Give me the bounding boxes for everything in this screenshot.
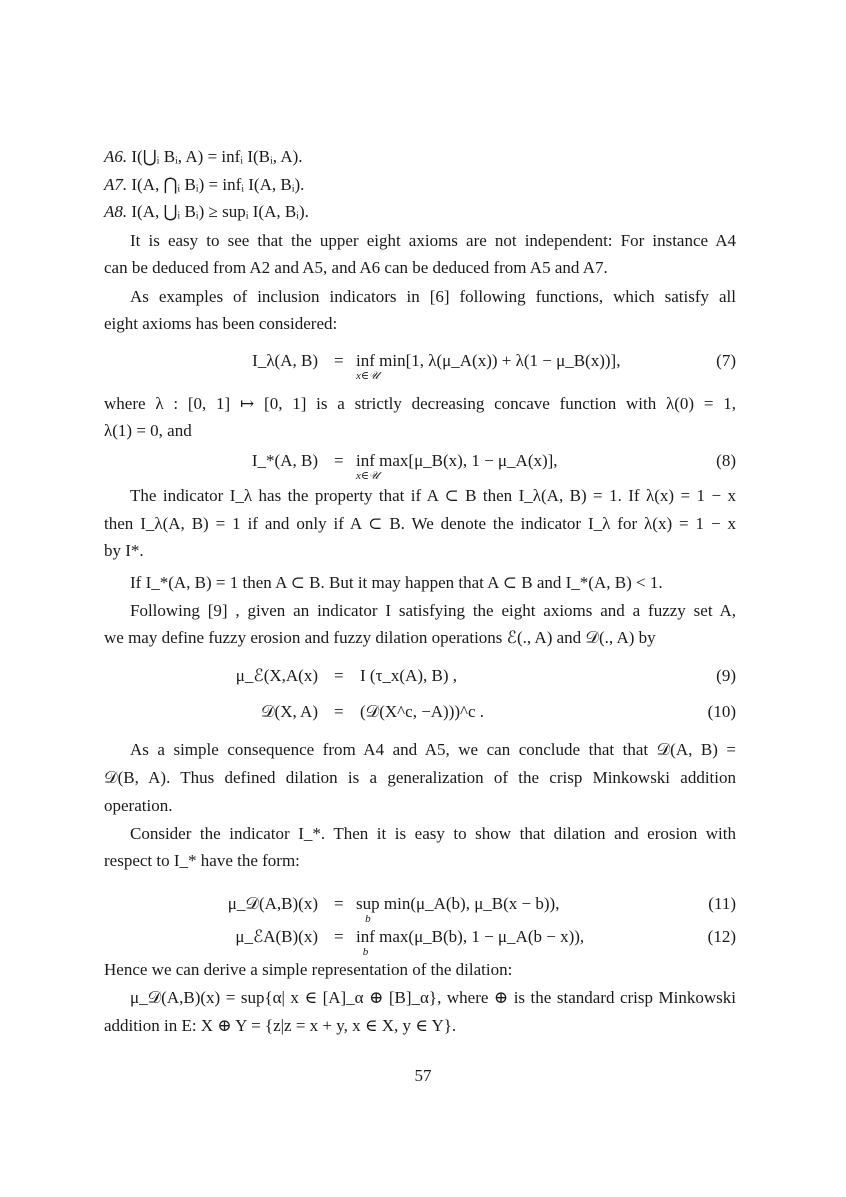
axiom-rhs: infᵢ I(Bᵢ, A).	[221, 147, 303, 166]
paragraph-line: As a simple consequence from A4 and A5, we can conclude that that 𝒟(A, B) =	[130, 740, 736, 759]
operator-subscript: b	[365, 913, 371, 925]
equation-rhs	[356, 450, 558, 482]
equation-rhs	[356, 893, 560, 925]
operator-subscript: x∈𝒰	[356, 370, 379, 382]
equation-lhs: μ_ℰ(X,A(x)	[235, 666, 318, 685]
paragraph-line: by I*.	[104, 541, 144, 560]
operator-subscript: x∈𝒰	[356, 470, 379, 482]
axiom-rhs: supᵢ I(A, Bᵢ).	[222, 202, 309, 221]
equation-relation: =	[334, 666, 344, 685]
axiom-a8	[104, 201, 736, 223]
equation-relation: =	[334, 702, 344, 721]
operator-name: inf	[356, 451, 375, 470]
equation-number: (7)	[716, 351, 736, 370]
equation-number: (12)	[707, 927, 736, 946]
axiom-relation: ≥	[208, 202, 218, 221]
supremum-operator	[356, 893, 380, 925]
equation-body: min(μ_A(b), μ_B(x − b)),	[383, 894, 560, 913]
paragraph-line: can be deduced from A2 and A5, and A6 can be deduced from A5 and A7.	[104, 258, 608, 277]
equation-rhs	[356, 350, 621, 382]
paragraph-line: then I_λ(A, B) = 1 if and only if A ⊂ B. We denote the indicator I_λ for λ(x) = 1 − x	[104, 514, 736, 533]
paragraph-line: 𝒟(B, A). Thus defined dilation is a generalization of the crisp Minkowski addition	[104, 768, 736, 787]
equation-lhs: μ_ℰA(B)(x)	[235, 927, 318, 946]
axiom-a6	[104, 146, 736, 168]
equation-number: (8)	[716, 451, 736, 470]
operator-name: inf	[356, 351, 375, 370]
axiom-lhs: I(A, ⋂ᵢ Bᵢ)	[131, 175, 205, 194]
axiom-label: A6.	[104, 147, 128, 166]
equation-number: (10)	[707, 702, 736, 721]
equation-number: (9)	[716, 666, 736, 685]
paragraph-line: λ(1) = 0, and	[104, 421, 192, 440]
paragraph-line: respect to I_* have the form:	[104, 851, 300, 870]
paragraph-line: The indicator I_λ has the property that if A ⊂ B then I_λ(A, B) = 1. If λ(x) = 1 − x	[130, 486, 736, 505]
equation-body: max[μ_B(x), 1 − μ_A(x)],	[379, 451, 558, 470]
axiom-relation: =	[208, 175, 219, 194]
equation-lhs: I_λ(A, B)	[252, 351, 318, 370]
paragraph-line: If I_*(A, B) = 1 then A ⊂ B. But it may happen that A ⊂ B and I_*(A, B) < 1.	[130, 573, 663, 592]
operator-subscript: b	[362, 946, 369, 958]
axiom-rhs: infᵢ I(A, Bᵢ).	[222, 175, 305, 194]
paragraph-line: Following [9] , given an indicator I satisfying the eight axioms and a fuzzy set A,	[130, 601, 736, 620]
paragraph-line: operation.	[104, 796, 173, 815]
paragraph-line: It is easy to see that the upper eight axioms are not independent: For instance A4	[130, 231, 736, 250]
paragraph-line: As examples of inclusion indicators in [6] following functions, which satisfy all	[130, 287, 736, 306]
paragraph-line: Consider the indicator I_*. Then it is easy to show that dilation and erosion with	[130, 824, 736, 843]
axiom-label: A7.	[104, 175, 128, 194]
equation-body: min[1, λ(μ_A(x)) + λ(1 − μ_B(x))],	[379, 351, 621, 370]
paragraph-line: eight axioms has been considered:	[104, 314, 338, 333]
operator-name: sup	[356, 894, 380, 913]
axiom-relation: =	[207, 147, 218, 166]
paragraph-line: we may define fuzzy erosion and fuzzy dilation operations ℰ(., A) and 𝒟(., A) by	[104, 628, 656, 647]
paragraph-line: μ_𝒟(A,B)(x) = sup{α| x ∈ [A]_α ⊕ [B]_α}, where ⊕ is the standard crisp Minkowski	[130, 988, 736, 1007]
equation-rhs: (𝒟(X^c, −A)))^c .	[360, 702, 485, 721]
infimum-operator	[356, 350, 379, 382]
equation-lhs: I_*(A, B)	[251, 451, 318, 470]
operator-name: inf	[356, 927, 375, 946]
equation-relation: =	[334, 351, 344, 370]
equation-lhs: 𝒟(X, A)	[260, 702, 318, 721]
axiom-a7	[104, 174, 736, 196]
paragraph-line: addition in E: X ⊕ Y = {z|z = x + y, x ∈ X, y ∈ Y}.	[104, 1016, 457, 1035]
axiom-lhs: I(⋃ᵢ Bᵢ, A)	[131, 147, 204, 166]
infimum-operator	[356, 450, 379, 482]
equation-relation: =	[334, 894, 344, 913]
equation-lhs: μ_𝒟(A,B)(x)	[227, 894, 318, 913]
infimum-operator	[356, 926, 375, 958]
axiom-label: A8.	[104, 202, 128, 221]
axiom-lhs: I(A, ⋃ᵢ Bᵢ)	[131, 202, 205, 221]
equation-relation: =	[334, 451, 344, 470]
equation-relation: =	[334, 927, 344, 946]
equation-number: (11)	[708, 894, 736, 913]
paragraph-line: Hence we can derive a simple representation of the dilation:	[104, 960, 513, 979]
page-number: 57	[414, 1066, 432, 1085]
equation-body: max(μ_B(b), 1 − μ_A(b − x)),	[379, 927, 585, 946]
equation-rhs	[356, 926, 585, 958]
paragraph-line: where λ : [0, 1] ↦ [0, 1] is a strictly decreasing concave function with λ(0) = 1,	[104, 394, 736, 413]
equation-rhs: I (τ_x(A), B) ,	[360, 666, 458, 685]
